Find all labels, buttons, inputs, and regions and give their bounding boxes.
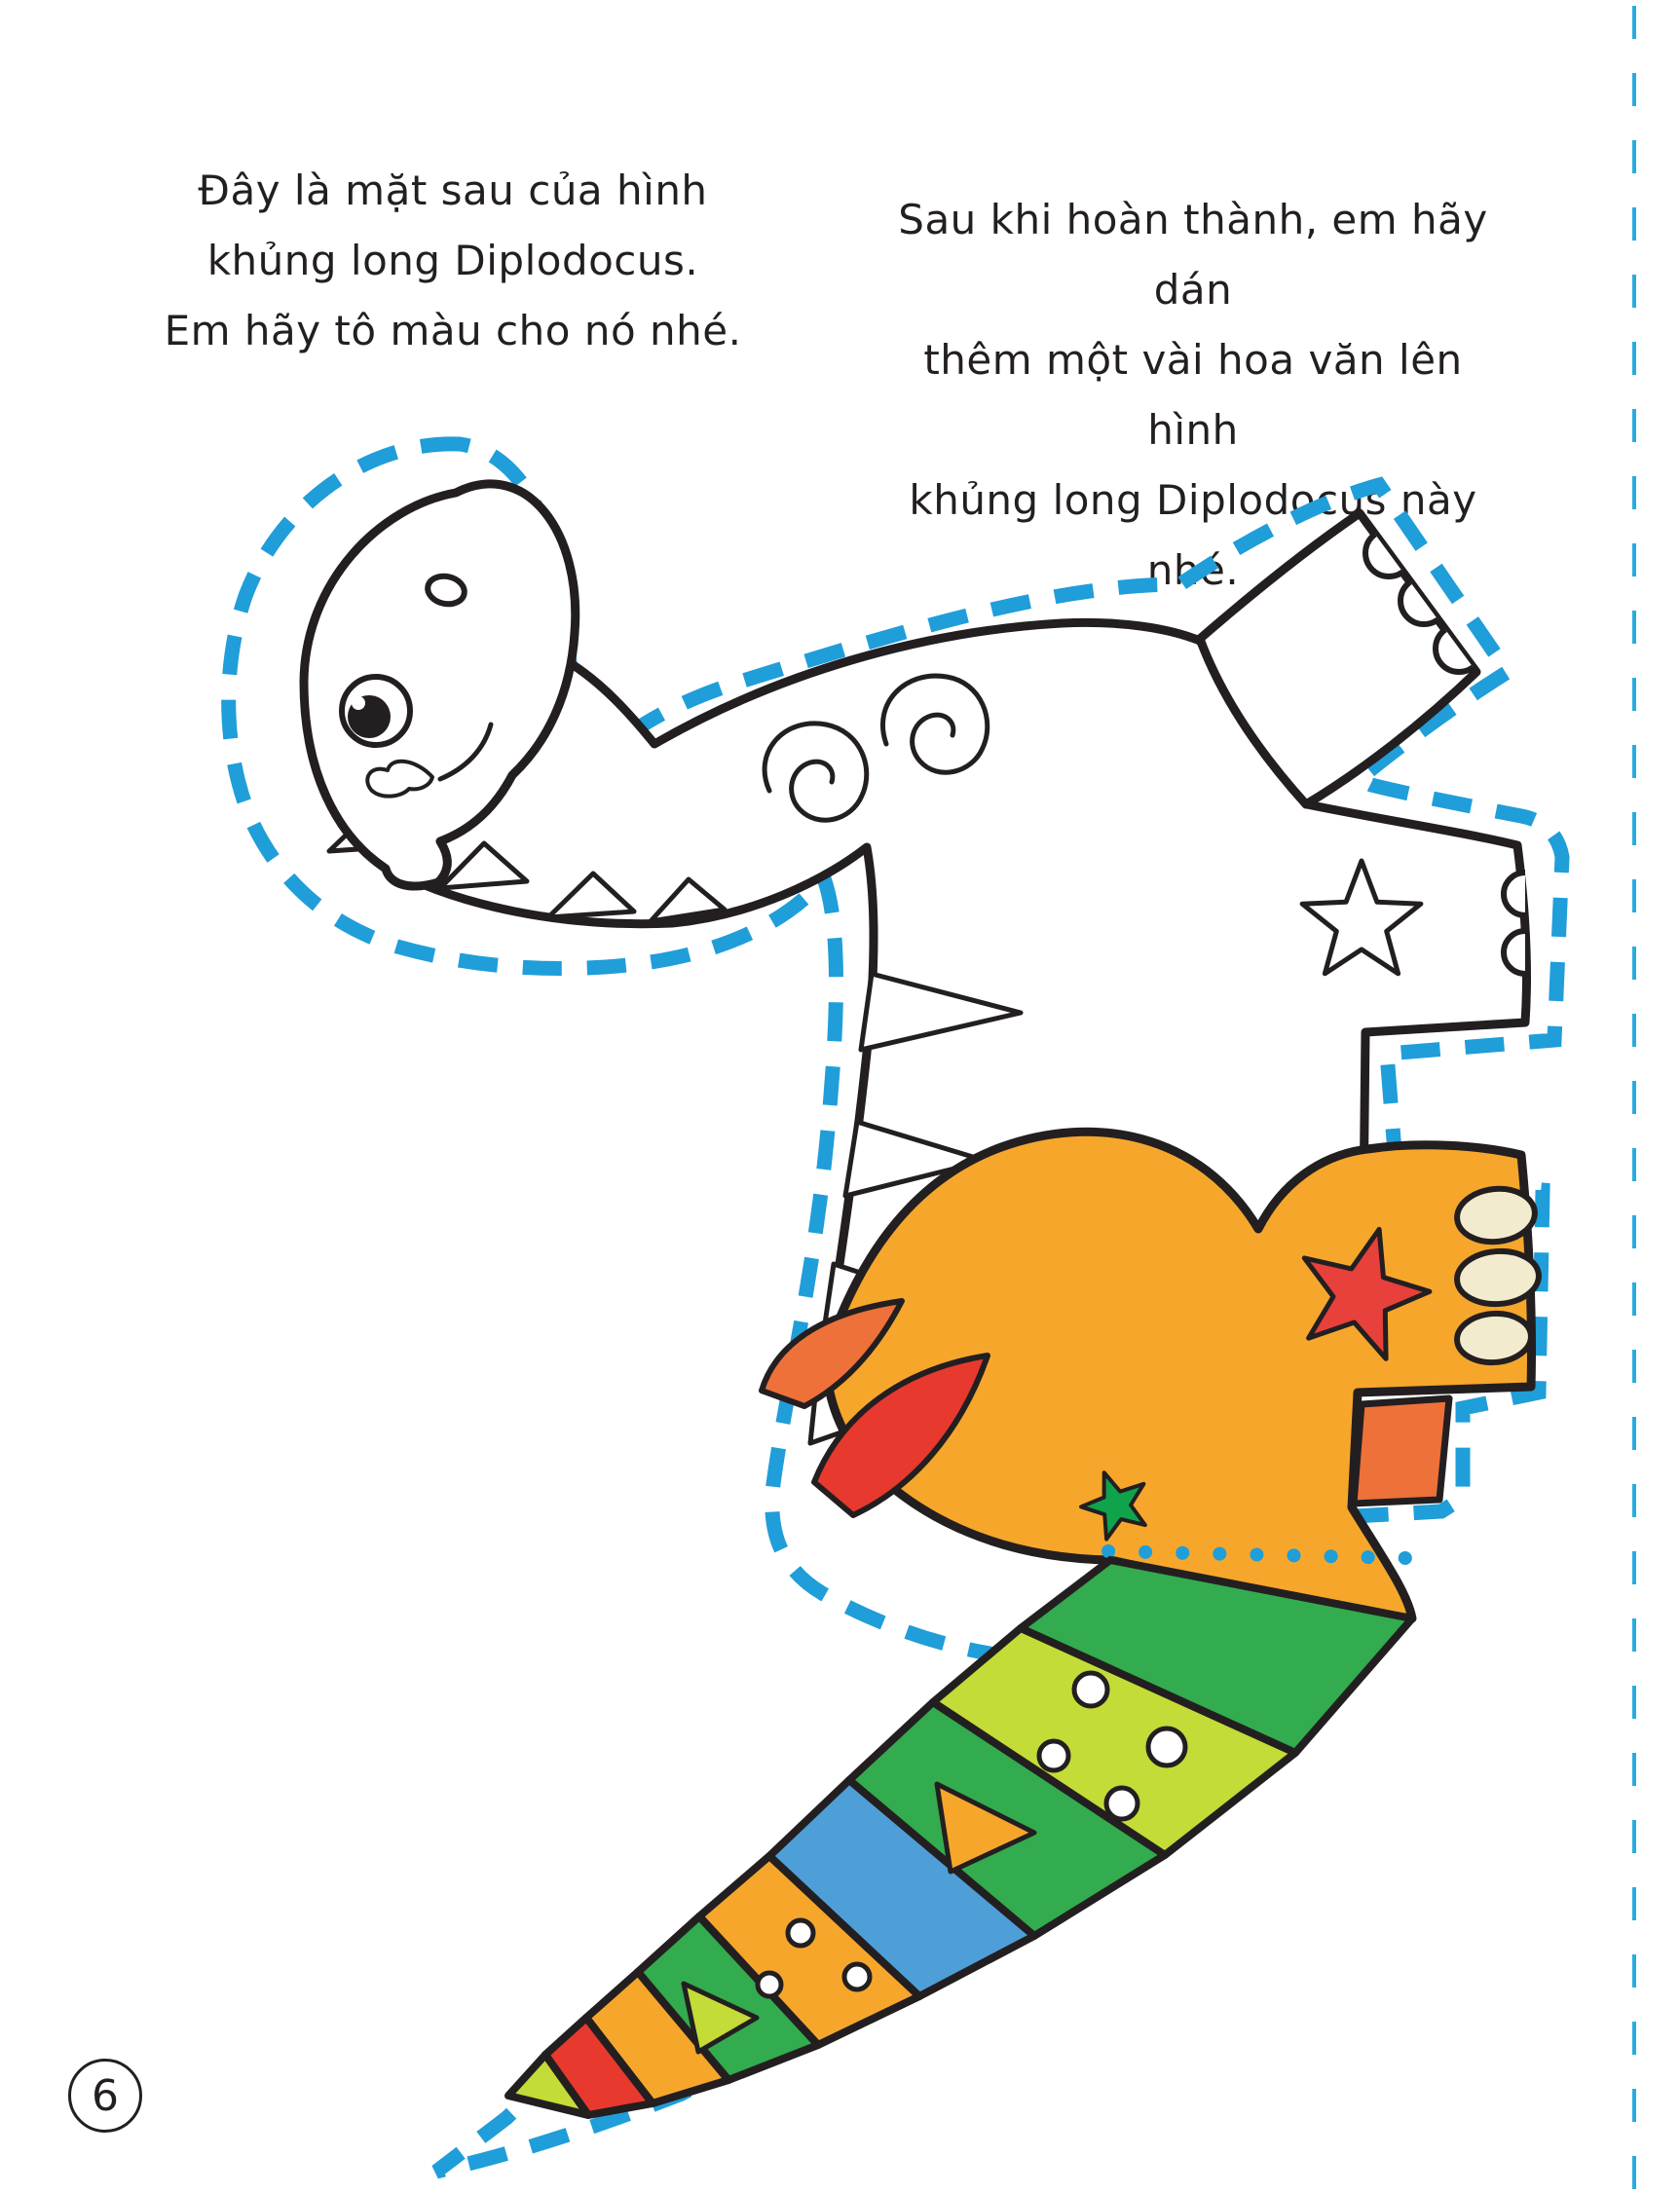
instruction-line: Em hãy tô màu cho nó nhé. [164, 307, 742, 354]
lower-leg-quad [1354, 1398, 1449, 1504]
instruction-line: khủng long Diplodocus. [206, 237, 699, 284]
instruction-line: khủng long Diplodocus này nhé. [909, 476, 1477, 594]
eye-icon [342, 677, 410, 745]
instruction-line: Sau khi hoàn thành, em hãy dán [898, 196, 1488, 314]
instruction-line: Đây là mặt sau của hình [198, 167, 708, 214]
instruction-line: thêm một vài hoa văn lên hình [923, 336, 1463, 454]
toes-cream [1454, 1185, 1540, 1365]
page-number-badge [68, 2059, 142, 2133]
page-number: 6 [92, 2070, 119, 2121]
